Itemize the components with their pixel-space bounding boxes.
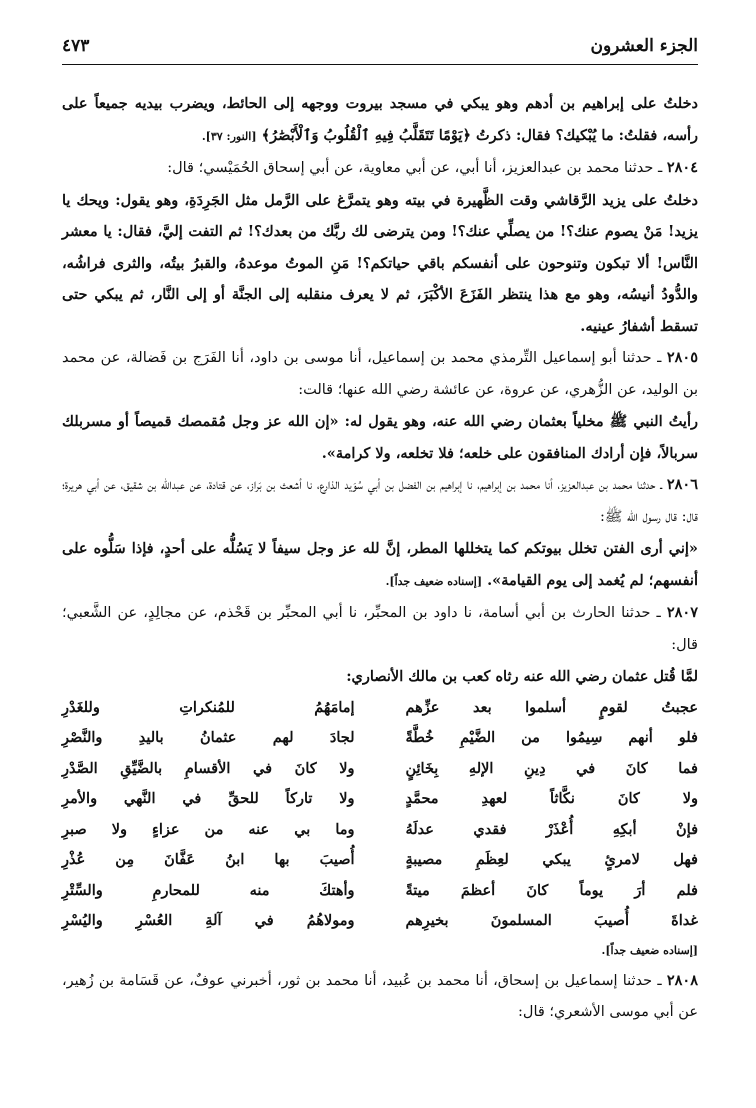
second-hemistich: وأهتكَ منه للمحارمِ والسِّتْرِ (62, 881, 355, 899)
narration-paragraph: دخلتُ على إبراهيم بن أدهم وهو يبكي في مسجد بيروت ووجهه إلى الحائط، ويضرب بيديه جميعاً على رأسه، فقلتُ: ما يُبْكيك؟ فقال: ذكرتُ ﴿يَوْمًا تَتَقَلَّبُ فِيهِ ٱلْقُلُوبُ وَٱلْأَبْصَٰرُ﴾ [النور: ٣٧]. (62, 95, 698, 144)
second-hemistich: إمامَهُمُ للمُنكراتِ وللغَدْرِ (62, 698, 355, 716)
grading-note: [إسناده ضعيف جداً]. (601, 943, 698, 957)
first-hemistich: ولا كانَ نكَّاثاً لعهدِ محمَّدٍ (405, 790, 698, 807)
narration-paragraph: رأيتُ النبي ﷺ مخلياً بعثمان رضي الله عنه، وهو يقول له: «إن الله عز وجل مُقمصك قميصاً أو مسربلك سربالاً، فإن أرادك المنافقون على خلعه؛ فلا تخلعه، ولا كرامة». (62, 413, 698, 462)
poem-intro: لمَّا قُتل عثمان رضي الله عنه رثاه كعب بن مالك الأنصاري: (346, 668, 698, 685)
hadith-chain: ٢٨٠٤ ـ حدثنا محمد بن عبدالعزيز، أنا أبي، عن أبي معاوية، عن أبي إسحاق الحُمَيْسي؛ قال: (167, 159, 698, 176)
hadith-number: ٢٨٠٦ (666, 476, 698, 493)
first-hemistich: فلو أنهم سِيمُوا من الضَّيْمِ خُطَّةً (405, 729, 698, 746)
page-header (62, 32, 698, 60)
hadith-chain: ٢٨٠٥ ـ حدثنا أبو إسماعيل التِّرمذي محمد بن إسماعيل، أنا موسى بن داود، أنا الفَرَج بن فَضالة، عن محمد بن الوليد، عن الزُّهري، عن عروة، عن عائشة رضي الله عنها؛ قالت: (62, 349, 698, 398)
poem-verse (62, 754, 698, 785)
header-rule (62, 64, 698, 65)
hadith-number: ٢٨٠٥ (666, 349, 698, 366)
hadith-number: ٢٨٠٤ (666, 159, 698, 176)
second-hemistich: ومولاهُمُ في آلةِ العُسْرِ واليُسْرِ (62, 912, 355, 929)
narration-paragraph: دخلتُ على يزيد الرَّقاشي وقت الظَّهيرة في بيته وهو يتمرَّغ على الرَّمل مثل الجَرِدَةِ، وهو يقول: ويحك يا يزيد! مَنْ يصوم عنك؟! من يصلِّي عنك؟! ومن يترضى لك ربَّك من بعدك؟! ثم التفت إليَّ، فقال: يا معشر النَّاس! ألا تبكون وتنوحون على أنفسكم باقي حياتكم؟! مَنِ الموتُ موعدهُ، والقبرُ بيتُه، والثرى فراشُه، والدُّودُ أنيسُه، وهو مع هذا ينتظر الفَزَعَ الأكْبَرَ، ثم لا يعرف منقلبه إلى الجنَّة أو إلى النَّار، ثم يبكي حتى تسقط أشفارُ عينيه. (62, 191, 698, 335)
narration-paragraph: «إني أرى الفتن تخلل بيوتكم كما يتخللها المطر، إنَّ لله عز وجل سيفاً لا يَسُلُّه على أحدٍ، فإذا سَلُّوه على أنفسهم؛ لم يُغمد إلى يوم القيامة». [إسناده ضعيف جداً]. (62, 540, 698, 589)
first-hemistich: فإنْ أبكِهِ أُعْذَرْ فقدي عدلَهُ (405, 820, 698, 838)
hadith-number: ٢٨٠٨ (666, 971, 698, 989)
first-hemistich: فهل لامرئٍ يبكي لعِظَمِ مصيبةٍ (405, 851, 698, 868)
second-hemistich: وما بي عنه من عزاءٍ ولا صبرِ (62, 820, 355, 838)
running-title: الجزء العشرون (590, 36, 698, 56)
first-hemistich: فلم أرَ يوماً كانَ أعظمَ ميتةً (405, 881, 698, 899)
poem-verse (62, 815, 698, 846)
second-hemistich: ولا كانَ في الأقسامِ بالضَّيِّقِ الصَّدْرِ (62, 759, 355, 777)
hadith-chain: ٢٨٠٦ ـ حدثنا محمد بن عبدالعزيز، أنا محمد بن إبراهيم، نا إبراهيم بن الفضل بن أبي سُوَيد الذارع، نا أشعث بن بَراز، عن قتادة، عن عبدالله بن شقيق، عن أبي هريرة؛ قال: قال رسول الله ﷺ: (62, 476, 698, 525)
first-hemistich: غداةَ أُصيبَ المسلمونَ بخيرِهم (405, 912, 698, 929)
hadith-number: ٢٨٠٧ (666, 604, 699, 621)
hadith-chain: ٢٨٠٨ ـ حدثنا إسماعيل بن إسحاق، أنا محمد بن عُبيد، أنا محمد بن ثور، أخبرني عوفٌ، عن قَسَامة بن زُهير، عن أبي موسى الأشعري؛ قال: (62, 971, 698, 1020)
hadith-chain: ٢٨٠٧ ـ حدثنا الحارث بن أبي أسامة، نا داود بن المحبِّر، نا أبي المحبِّر بن قَحْذم، عن مجالِدٍ، عن الشَّعبي؛ قال: (62, 604, 699, 653)
verse-reference: [النور: ٣٧]. (201, 129, 257, 143)
poem-verse (62, 784, 698, 815)
poem-verse (62, 723, 698, 754)
poem-verse (62, 906, 698, 937)
page-number: ٤٧٣ (62, 36, 90, 56)
first-hemistich: عجبتُ لقومٍ أسلموا بعد عزِّهم (405, 698, 698, 716)
page-body (62, 88, 698, 1029)
first-hemistich: فما كانَ في دِينِ الإلهِ بِخَائِنٍ (405, 759, 698, 777)
poem-verse (62, 845, 698, 876)
second-hemistich: أُصيبَ بها ابنُ عَفَّانَ مِن عُذْرِ (62, 851, 355, 868)
second-hemistich: ولا تاركاً للحقِّ في النَّهي والأمرِ (62, 790, 355, 807)
second-hemistich: لجادَ لهم عثمانُ باليدِ والنَّصْرِ (62, 729, 355, 746)
poem-verse (62, 876, 698, 907)
elegy-poem (62, 693, 698, 937)
grading-note: [إسناده ضعيف جداً]. (385, 574, 483, 588)
poem-verse (62, 693, 698, 724)
